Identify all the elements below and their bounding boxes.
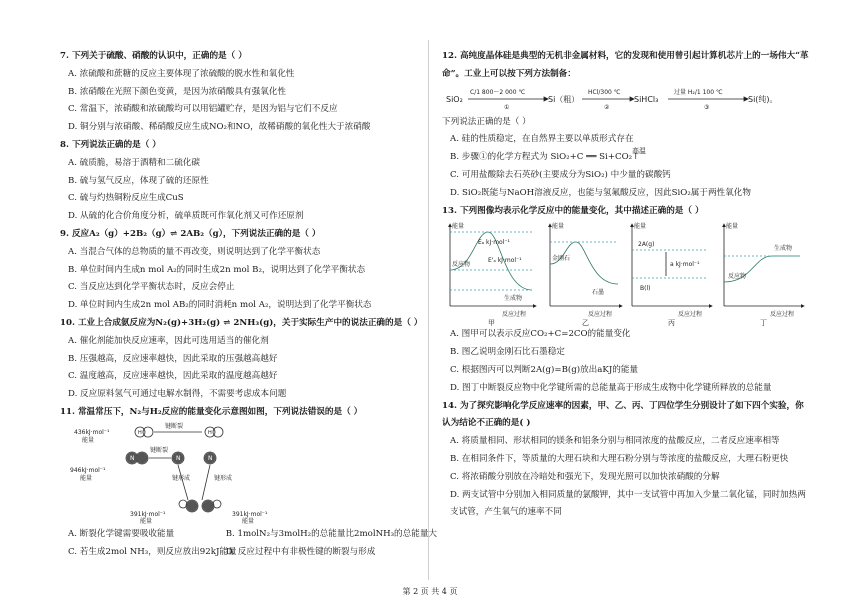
question-10-stem: 10. 工业上合成氨反应为N₂(g)+3H₂(g) ⇌ 2NH₃(g)，关于实际生产中的说法正确的是（ ）: [60, 317, 423, 328]
option: C. 常温下，浓硝酸和浓硫酸均可以用铝罐贮存，是因为铝与它们不反应: [68, 104, 338, 115]
option: A. 将质量相同、形状相同的镁条和铝条分别与相同浓度的盐酸反应，二者反应速率相等: [450, 436, 780, 447]
atom-symbol: H: [208, 429, 212, 436]
option: A. 催化剂能加快反应速率，因此可选用适当的催化剂: [68, 335, 269, 346]
question-8-stem: 8. 下列说法正确的是（ ）: [60, 139, 161, 150]
flow-step: ①: [504, 103, 510, 111]
bond-label: 键断裂: [165, 422, 184, 430]
series-label: 石墨: [592, 289, 605, 297]
option: D. 图丁中断裂反应物中化学键所需的总能量高于形成生成物中化学键所释放的总能量: [450, 382, 772, 393]
series-label: 反应物: [452, 261, 471, 269]
energy-curve: [550, 242, 618, 284]
flow-condition: C/1 800～2 000 ℃: [470, 88, 526, 96]
chart-caption: 乙: [582, 319, 589, 327]
series-label: 生成物: [774, 245, 793, 253]
flow-species: Si（粗）: [548, 94, 580, 104]
chart-caption: 丁: [760, 319, 767, 327]
axis-label: 反应过程: [678, 311, 703, 319]
axis-label: 反应过程: [588, 311, 613, 319]
energy-label: 946kJ·mol⁻¹: [70, 466, 106, 474]
bond-label: 键形成: [214, 474, 233, 482]
option: D. 从硫的化合价角度分析，硫单质既可作氧化剂又可作还原剂: [68, 211, 304, 222]
axis-label: 能量: [634, 223, 647, 231]
option: C. 将浓硝酸分别放在冷暗处和强光下，发现光照可以加快浓硝酸的分解: [450, 471, 720, 482]
flow-condition: HCl/300 ℃: [588, 88, 621, 96]
option: C. 根据图丙可以判断2A(g)=B(g)放出aKJ的能量: [450, 364, 639, 375]
option: B. 单位时间内生成n mol A₂的同时生成2n mol B₂，说明达到了化学平衡状态: [68, 264, 366, 275]
question-7-stem: 7. 下列关于硫酸、硝酸的认识中，正确的是（ ）: [60, 51, 247, 61]
hydrogen-atom: [143, 427, 153, 437]
series-label: 2A(g): [638, 241, 655, 249]
question-14-stem: 14. 为了探究影响化学反应速率的因素，甲、乙、丙、丁四位学生分别设计了如下四个实验，你认为结论不正确的是( ): [442, 400, 804, 429]
value-label: Eₐ kJ·mol⁻¹: [478, 239, 510, 247]
n2-h2-energy-diagram: [70, 422, 330, 526]
chart-caption: 甲: [488, 319, 495, 327]
page-footer: 第 2 页 共 4 页: [402, 587, 458, 596]
energy-label: 能量: [80, 474, 93, 482]
bond-label: 键形成: [172, 474, 191, 482]
option: [442, 149, 810, 167]
option: D. 单位时间内生成2n mol AB₂的同时消耗n mol A₂，说明达到了化学平衡状态: [68, 300, 372, 311]
axis-label: 反应过程: [502, 311, 527, 319]
bond-label: 键断裂: [150, 446, 169, 454]
axis-label: 能量: [726, 223, 739, 231]
left-column: [60, 48, 438, 561]
energy-label: 能量: [82, 436, 95, 444]
option: C. 若生成2mol NH₃，则反应放出92kJ能量: [68, 546, 237, 557]
question-12-stem: 12. 高纯度晶体硅是典型的无机非金属材料，它的发现和使用曾引起计算机芯片上的一场伟大“革命”。工业上可以按下列方法制备：: [442, 51, 809, 79]
question-12-lead: 下列说法正确的是（ ）: [442, 116, 531, 127]
series-label: 生成物: [504, 295, 523, 303]
option: A. 硫质脆，易溶于酒精和二硫化碳: [68, 157, 200, 168]
option: D. 两支试管中分别加入相同质量的氯酸钾，其中一支试管中再加入少量二氧化锰，同时加热两支试管，产生氧气的速率不同: [450, 489, 806, 518]
condition-label: 高温: [632, 147, 646, 156]
hydrogen-atom: [213, 427, 223, 437]
series-label: 反应物: [728, 273, 747, 281]
flow-step: ③: [704, 103, 710, 111]
option: A. 当混合气体的总物质的量不再改变，则说明达到了化学平衡状态: [68, 246, 321, 257]
option: C. 硫与灼热铜粉反应生成CuS: [68, 193, 184, 204]
options-row: [60, 544, 410, 562]
axis-label: 能量: [552, 223, 565, 231]
option: C. 可用盐酸除去石英砂(主要成分为SiO₂) 中少量的碳酸钙: [450, 169, 671, 180]
option: B. 图乙说明金刚石比石墨稳定: [450, 347, 565, 358]
option: A. 图甲可以表示反应CO₂+C=2CO的能量变化: [450, 329, 631, 340]
series-label: 金刚石: [552, 255, 571, 263]
option: A. 硅的性质稳定，在自然界主要以单质形式存在: [450, 134, 634, 145]
flow-species: SiO₂: [446, 94, 463, 104]
option: C. 温度越高，反应速率越快，因此采取的温度越高越好: [68, 371, 278, 382]
atom-symbol: N: [176, 454, 181, 462]
option: A. 浓硫酸和蔗糖的反应主要体现了浓硫酸的脱水性和氧化性: [68, 68, 295, 79]
option: B. 1molN₂与3molH₂的总能量比2molNH₃的总能量大: [225, 528, 438, 539]
energy-label: 能量: [242, 517, 255, 525]
hydrogen-atom: [213, 500, 221, 508]
axis-label: 反应过程: [770, 311, 795, 319]
value-label: a kJ·mol⁻¹: [670, 261, 700, 269]
flow-species: Si(纯)。: [748, 94, 778, 104]
flow-species: SiHCl₃: [634, 94, 659, 104]
options-row: [60, 526, 438, 544]
option: A. 断裂化学键需要吸收能量: [68, 528, 175, 539]
option: D. 铜分别与浓硝酸、稀硝酸反应生成NO₂和NO，故稀硝酸的氧化性大于浓硝酸: [68, 122, 371, 133]
flow-condition: 过量 H₂/1 100 ℃: [674, 88, 723, 96]
question-11-stem: 11. 常温常压下，N₂与H₂反应的能量变化示意图如图，下列说法错误的是（ ）: [60, 406, 363, 417]
atom-symbol: N: [208, 454, 213, 462]
option: B. 浓硝酸在光照下颜色变黄，是因为浓硝酸具有强氧化性: [68, 86, 287, 97]
question-13-stem: 13. 下列图像均表示化学反应中的能量变化，其中描述正确的是（ ）: [442, 205, 704, 216]
column-divider: [428, 40, 429, 580]
series-label: B(l): [640, 285, 651, 293]
silicon-flow: [442, 84, 810, 114]
question-9-stem: 9. 反应A₂（g）+2B₂（g）⇌ 2AB₂（g），下列说法正确的是（ ）: [60, 228, 321, 239]
energy-label: 391kJ·mol⁻¹: [232, 510, 268, 518]
option: D. 反应过程中有非极性键的断裂与形成: [225, 546, 376, 557]
energy-charts: [442, 220, 810, 326]
option-text: B. 步骤①的化学方程式为 SiO₂+C ══ Si+CO₂↑: [450, 152, 640, 163]
energy-label: 能量: [140, 517, 153, 525]
chart-caption: 丙: [668, 319, 675, 327]
option: B. 压强越高，反应速率越快，因此采取的压强越高越好: [68, 353, 278, 364]
atom-symbol: N: [130, 454, 135, 462]
hydrogen-atom: [179, 500, 187, 508]
energy-label: 391kJ·mol⁻¹: [130, 510, 166, 518]
flow-step: ②: [604, 103, 610, 111]
axis-label: 能量: [452, 223, 465, 231]
atom-symbol: H: [138, 429, 142, 436]
option: B. 在相同条件下，等质量的大理石块和大理石粉分别与等浓度的盐酸反应，大理石粉更快: [450, 453, 789, 464]
right-column: [442, 48, 810, 522]
energy-label: 436kJ·mol⁻¹: [74, 428, 110, 436]
value-label: E'ₐ kJ·mol⁻¹: [488, 257, 522, 265]
option: D. 反应原料氢气可通过电解水制得，不需要考虑成本问题: [68, 389, 287, 400]
option: D. SiO₂既能与NaOH溶液反应，也能与氢氟酸反应，因此SiO₂属于两性氧化物: [450, 187, 751, 198]
option: C. 当反应达到化学平衡状态时，反应会停止: [68, 282, 235, 293]
option: B. 硫与氢气反应，体现了硫的还原性: [68, 175, 209, 186]
